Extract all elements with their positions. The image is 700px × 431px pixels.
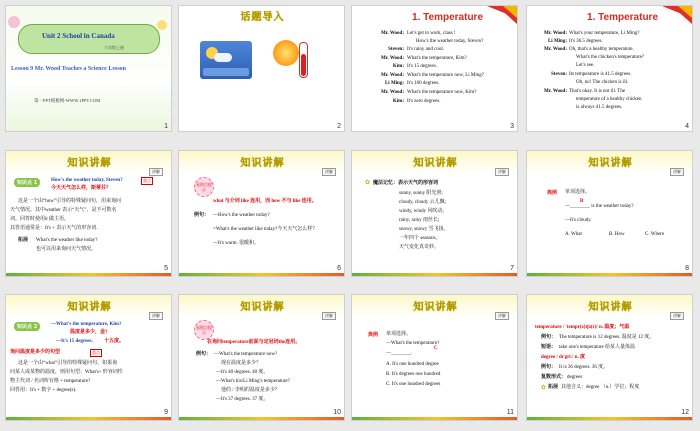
dialogue-line: Oh, that's a healthy temperature. [569, 47, 634, 52]
slide-number: 9 [164, 409, 168, 416]
dialogue-speaker: Li Ming: [384, 81, 404, 86]
question-translation: 今天天气怎么样，斯蒂芬？ [51, 186, 112, 191]
pattern-heading: 询问温度是多少的句型 [10, 350, 61, 355]
dialogue-line: What's the temperature now, Li Ming? [407, 73, 484, 78]
thermometer-image [269, 36, 321, 84]
rhyme-line: cloudy, cloudy 云儿飘; [399, 200, 447, 205]
dialogue-line: It's 15 degrees. [407, 64, 437, 69]
explanation-line: 词。回答时使用it 做主语。 [10, 217, 70, 222]
footer-color-bar [352, 273, 518, 276]
key-tag: 重点 [92, 350, 100, 355]
explanation-line: 问某人或某物的温度，则用句型：What's+ 形容词性 [10, 370, 123, 375]
cloud-icon [214, 53, 232, 62]
example-line: —It's 40 degrees. 40 度。 [216, 370, 269, 375]
dialogue-speaker: Mr. Wood: [543, 31, 567, 36]
dialogue-line: What's your temperature, Li Ming? [569, 31, 640, 36]
dialogue-line: Let's get to work, class ! [407, 31, 456, 36]
sun-glow-icon [273, 40, 299, 66]
example-label: 例句： [541, 335, 557, 340]
key-tag: 重点 [143, 178, 151, 183]
knowledge-point-badge: 知识点 2 [14, 322, 40, 331]
dialogue-line: It's 36.5 degrees. [569, 39, 603, 44]
tip-bubble: 易错点提示 [194, 320, 214, 340]
rhyme-line: windy, windy 风吹动; [399, 209, 444, 214]
rhyme-line: sunny, sunny 阳光照; [399, 191, 443, 196]
key-question: —What's the temperature, Kim? [51, 322, 122, 327]
example-label: 典例 [368, 332, 379, 338]
rhyme-line: 天气变化真奇妙。 [399, 245, 440, 250]
dialogue-line: It's rainy and cool. [407, 47, 445, 52]
section-tag: 讲解 [495, 168, 509, 176]
slide-number: 6 [337, 265, 341, 272]
phrase-label: 短语： [541, 345, 557, 350]
key-answer: —It's 15 degrees. [56, 339, 93, 344]
rhyme-line: 一年四个 seasons， [399, 236, 441, 241]
dialogue-speaker: Mr. Wood: [380, 56, 404, 61]
slide-title: 知识讲解 [240, 302, 285, 313]
footer-color-bar [527, 417, 693, 420]
slide-thumbnail-10[interactable] [178, 294, 345, 421]
section-tag: 讲解 [322, 168, 336, 176]
option-a: A. It's one hundred degree [386, 362, 439, 367]
dialogue-speaker: Li Ming: [547, 39, 567, 44]
extension-translation: 也可以用来询问天气情况。 [36, 247, 97, 252]
slide-title: 知识讲解 [588, 302, 633, 313]
dialogue-line: Oh, no! The chicken is ill. [576, 80, 629, 85]
explanation-line: 其答语通常是：It's + 表示天气的形容词. [10, 226, 98, 231]
example-label: 例句： [194, 213, 210, 218]
phrase-line: take one's temperature 给某人量体温 [559, 345, 636, 350]
tip-bubble: 易错点提示 [194, 177, 214, 197]
rhyme-line: rainy, rainy 雨丝长; [399, 218, 440, 223]
section-tag: 讲解 [149, 168, 163, 176]
exercise-question: —________ is the weather today? [565, 204, 634, 209]
slide-number: 5 [164, 265, 168, 272]
section-tag: 讲解 [149, 312, 163, 320]
explanation-line: 回答用：It's + 数字 + degree(s). [10, 388, 77, 393]
section-tag: 讲解 [670, 312, 684, 320]
option-c: C. Where [645, 232, 665, 237]
grade-label: 六年级上册 [104, 45, 124, 50]
example-line: The temperature is 12 degrees. 温度是 12 度。 [559, 335, 655, 340]
dialogue-line: What's the temperature, Kim? [407, 56, 467, 61]
example-line: —How's the weather today? [213, 213, 270, 218]
slide-thumbnail-6[interactable] [178, 150, 345, 277]
option-a: A. What [565, 232, 582, 237]
dialogue-line: It's 100 degrees. [407, 81, 440, 86]
tip-note: what 与介词 like 连用，而 how 不与 like 连用。 [213, 199, 317, 204]
dialogue-speaker: Mr. Wood: [380, 73, 404, 78]
thermometer-icon [299, 42, 308, 78]
slide-number: 7 [510, 265, 514, 272]
slide-thumbnail-8[interactable] [526, 150, 693, 277]
extension-label: 拓展 [18, 238, 29, 243]
key-question: How's the weather today, Steven? [51, 178, 123, 183]
dialogue-line: What's the temperature now, Kim? [407, 90, 477, 95]
answer-blank: C [434, 346, 438, 351]
forecast-strip [203, 68, 249, 76]
option-c: C. It's one hundred degrees [386, 382, 441, 387]
exercise-answer: —________. [386, 351, 413, 356]
cover-flowers [8, 16, 20, 28]
extension-sentence: What's the weather like today? [36, 238, 98, 243]
example-line: —It's warm. 很暖和。 [213, 241, 260, 246]
footer-color-bar [6, 273, 172, 276]
option-b: B. It's degrees one hundred [386, 372, 441, 377]
plural-label: 复数形式： [541, 375, 567, 380]
slide-number: 4 [685, 123, 689, 130]
dialogue-line: temperature of a healthy chicken [576, 97, 642, 102]
explanation-line: 这是一个由“what”引导的特殊疑问句，如果询 [18, 361, 118, 366]
exercise-instruction: 单项选择。 [386, 332, 412, 337]
extension-star-icon: ✿ [541, 385, 547, 391]
footer-color-bar [527, 273, 693, 276]
answer-blank: B [580, 199, 584, 204]
slide-number: 2 [337, 123, 341, 130]
slide-thumbnail-4[interactable] [526, 5, 693, 132]
vocab-entry: degree / dɪ'griː/ n. 度 [541, 355, 585, 360]
dialogue-speaker: Mr. Wood: [380, 31, 404, 36]
exercise-answer: —It's cloudy. [565, 218, 592, 223]
footer-color-bar [6, 417, 172, 420]
unit-title: Unit 2 School in Canada [42, 32, 115, 40]
slide-thumbnail-1[interactable] [5, 5, 172, 132]
slide-thumbnail-7[interactable] [351, 150, 518, 277]
slide-thumbnail-12[interactable] [526, 294, 693, 421]
slide-title: 话题导入 [240, 12, 285, 23]
answer-translation: 十五度。 [104, 339, 125, 344]
example-line: 他的 / 李明的温度是多少？ [221, 388, 280, 393]
dialogue-line: What's the chicken's temperature? [576, 55, 645, 60]
dialogue-line: How's the weather today, Steven? [416, 39, 484, 44]
slide-thumbnail-3[interactable] [351, 5, 518, 132]
slide-number: 10 [333, 409, 341, 416]
example-line: It is 36 degrees. 36 度。 [559, 365, 609, 370]
slide-thumbnail-11[interactable] [351, 294, 518, 421]
footer-color-bar [179, 273, 345, 276]
dialogue-speaker: Steven: [551, 72, 567, 77]
slide-title: 知识讲解 [588, 158, 633, 169]
option-b: B. How [609, 232, 625, 237]
dialogue-line: is always 41.5 degrees. [576, 105, 623, 110]
section-tag: 讲解 [670, 168, 684, 176]
example-line: 现在温度是多少？ [221, 361, 262, 366]
tip-note: 在询问temperature前面与定冠词the连用。 [207, 340, 301, 345]
dialogue-speaker: Mr. Wood: [543, 89, 567, 94]
rhyme-line: snowy, snowy 雪飞扬。 [399, 227, 449, 232]
slide-title: 知识讲解 [413, 158, 458, 169]
slide-number: 1 [164, 123, 168, 130]
exercise-question: —What's the temperature? [386, 341, 440, 346]
example-label: 例句： [541, 365, 557, 370]
slide-title: 知识讲解 [67, 158, 112, 169]
dialogue-line: Let's see. [576, 63, 595, 68]
explanation-line: 天气情况。其中weather 表示“天气”，是不可数名 [10, 208, 117, 213]
slide-number: 3 [510, 123, 514, 130]
memory-star-icon: ✿ [365, 180, 371, 186]
dialogue-line: It's zero degrees. [407, 99, 441, 104]
dialogue-speaker: Kim: [392, 64, 404, 69]
slide-title: 1. Temperature [587, 12, 658, 23]
slide-title: 1. Temperature [412, 12, 483, 23]
extension-line: 其他含义：degree （n.）学位；程度 [561, 385, 640, 390]
explanation-line: 物主代词 / 名词所有格 + temperature? [10, 379, 91, 384]
extension-label: 拓展 [548, 385, 559, 390]
dialogue-line: Its temperature is 41.5 degrees. [569, 72, 632, 77]
example-label: 例句： [196, 352, 212, 357]
explanation-line: 这是一个由“how”引导的特殊疑问句，用来询问 [18, 199, 122, 204]
exercise-instruction: 单项选择。 [565, 190, 591, 195]
slide-thumbnail-5[interactable] [5, 150, 172, 277]
knowledge-point-badge: 知识点 1 [14, 178, 40, 187]
example-line: —What's the temperature now? [214, 352, 278, 357]
section-tag: 讲解 [322, 312, 336, 320]
slide-title: 知识讲解 [240, 158, 285, 169]
vocab-entry: temperature / 'tempr(ə)tʃə(r)/ n. 温度；气温 [535, 325, 630, 330]
dialogue-speaker: Mr. Wood: [380, 90, 404, 95]
cover-flowers [157, 20, 167, 30]
lesson-title: Lesson 9 Mr. Wood Teaches a Science Lesson [11, 66, 127, 72]
section-tag: 讲解 [495, 312, 509, 320]
example-line: =What's the weather like today?今天天气怎么样？ [213, 227, 318, 232]
dialogue-line: That's okay. It is not ill. The [569, 89, 626, 94]
plural-form: degrees [567, 375, 583, 380]
slide-number: 11 [506, 409, 514, 416]
footer-site: 第一PPT模板网-WWW.1PPT.COM [34, 98, 101, 103]
dialogue-speaker: Mr. Wood: [543, 47, 567, 52]
example-line: —It's 37 degrees. 37 度。 [216, 397, 269, 402]
dialogue-speaker: Steven: [388, 47, 404, 52]
example-line: —What's his/Li Ming's temperature? [216, 379, 290, 384]
example-label: 典例 [547, 190, 558, 196]
weather-widget-image [200, 41, 252, 79]
memory-tip-heading: 魔法记忆：表示天气的形容词 [373, 181, 439, 186]
slide-thumbnail-9[interactable] [5, 294, 172, 421]
slide-title: 知识讲解 [413, 302, 458, 313]
slide-title: 知识讲解 [67, 302, 112, 313]
footer-color-bar [352, 417, 518, 420]
question-translation: 温度是多少，金? [70, 330, 108, 335]
dialogue-speaker: Kim: [392, 99, 404, 104]
footer-color-bar [179, 417, 345, 420]
slide-thumbnail-2[interactable] [178, 5, 345, 132]
slide-number: 12 [681, 409, 689, 416]
slide-number: 8 [685, 265, 689, 272]
